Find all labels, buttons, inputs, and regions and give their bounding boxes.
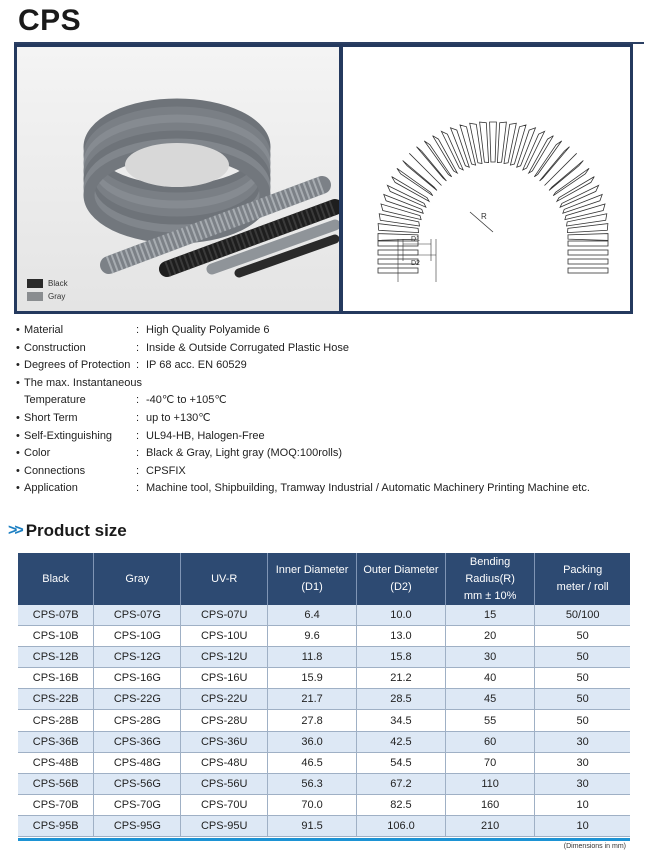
spec-key [16, 392, 136, 410]
header-cell [18, 553, 94, 605]
spec-key-text: The max. Instantaneous [24, 376, 143, 389]
spec-separator: : [136, 447, 140, 460]
table-cell: 20 [445, 626, 534, 647]
table-cell: CPS-48B [18, 752, 94, 773]
spec-row [16, 410, 646, 428]
table-cell: 50/100 [535, 605, 630, 626]
table-cell: 54.5 [357, 752, 446, 773]
bending-radius-diagram [343, 47, 630, 311]
table-cell: CPS-10G [94, 626, 181, 647]
table-cell: 21.2 [357, 668, 446, 689]
spec-list [16, 322, 646, 498]
legend-label: Gray [48, 292, 66, 301]
table-cell: 67.2 [357, 773, 446, 794]
spec-key [16, 375, 143, 393]
spec-value: up to +130℃ [146, 411, 211, 424]
legend-item-gray [27, 290, 68, 303]
table-cell: 82.5 [357, 794, 446, 815]
table-cell: CPS-16G [94, 668, 181, 689]
table-cell: CPS-95B [18, 815, 94, 836]
spec-separator: : [136, 394, 140, 407]
spec-row [16, 375, 646, 393]
table-cell: 56.3 [268, 773, 357, 794]
bullet: • [16, 324, 20, 336]
bullet: • [16, 376, 20, 389]
spec-row [16, 445, 646, 463]
table-cell: CPS-07G [94, 605, 181, 626]
product-size-table [18, 553, 630, 837]
table-cell: 6.4 [268, 605, 357, 626]
table-cell: 160 [445, 794, 534, 815]
table-cell: CPS-95U [181, 815, 268, 836]
spec-separator: : [136, 324, 140, 336]
radius-label: R [481, 212, 487, 221]
table-cell: CPS-70G [94, 794, 181, 815]
table-cell: 34.5 [357, 710, 446, 731]
bullet: • [16, 429, 20, 442]
table-cell: CPS-36G [94, 731, 181, 752]
table-cell: 50 [535, 689, 630, 710]
table-cell: CPS-16B [18, 668, 94, 689]
spec-key-text: Application [24, 482, 78, 495]
table-cell: CPS-22B [18, 689, 94, 710]
table-cell: 50 [535, 710, 630, 731]
table-row [18, 668, 630, 689]
table-cell: 30 [535, 752, 630, 773]
spec-separator: : [136, 411, 140, 424]
spec-key-text: Short Term [24, 411, 78, 424]
table-cell: 60 [445, 731, 534, 752]
spec-value: IP 68 acc. EN 60529 [146, 359, 247, 372]
table-cell: CPS-28G [94, 710, 181, 731]
header-line: Packing [563, 564, 603, 576]
spec-separator: : [136, 464, 140, 477]
bullet: • [16, 359, 20, 372]
spec-row [16, 357, 646, 375]
table-cell: 15 [445, 605, 534, 626]
spec-key-text: Connections [24, 464, 86, 477]
spec-key-text: Color [24, 447, 51, 460]
table-cell: CPS-10B [18, 626, 94, 647]
bullet: • [16, 482, 20, 495]
hose-rib [568, 234, 608, 241]
table-row [18, 794, 630, 815]
table-cell: CPS-36B [18, 731, 94, 752]
spec-separator: : [136, 429, 140, 442]
table-cell: 15.8 [357, 647, 446, 668]
spec-key [16, 340, 136, 358]
table-header-row [18, 553, 630, 605]
header-cell [268, 553, 357, 605]
bullet: • [16, 411, 20, 424]
section-heading [8, 521, 127, 541]
figure-frame [14, 44, 633, 314]
color-legend [27, 277, 68, 303]
table-cell: CPS-48G [94, 752, 181, 773]
table-cell: CPS-07B [18, 605, 94, 626]
spec-row [16, 392, 646, 410]
d2-label: D2 [411, 260, 420, 267]
table-cell: 42.5 [357, 731, 446, 752]
table-cell: CPS-12U [181, 647, 268, 668]
table-cell: CPS-36U [181, 731, 268, 752]
table-cell: 30 [535, 731, 630, 752]
spec-key [16, 357, 136, 375]
spec-separator: : [136, 341, 140, 354]
dimension-note: (Dimensions in mm) [563, 843, 626, 850]
spec-value: High Quality Polyamide 6 [146, 324, 270, 336]
table-cell: 10 [535, 794, 630, 815]
table-cell: 40 [445, 668, 534, 689]
table-cell: CPS-16U [181, 668, 268, 689]
spec-key [16, 410, 136, 428]
table-row [18, 815, 630, 836]
hose-rib [568, 268, 608, 273]
header-cell [535, 553, 630, 605]
spec-separator: : [136, 482, 140, 495]
header-line: meter / roll [556, 581, 609, 593]
header-line: (D2) [390, 581, 412, 593]
table-cell: 70 [445, 752, 534, 773]
spec-row [16, 480, 646, 498]
spec-row [16, 340, 646, 358]
table-cell: 28.5 [357, 689, 446, 710]
header-cell [94, 553, 181, 605]
product-photo [17, 47, 339, 311]
spec-row [16, 463, 646, 481]
header-cell [357, 553, 446, 605]
table-cell: 110 [445, 773, 534, 794]
bullet: • [16, 341, 20, 354]
hose-rib [490, 122, 497, 162]
table-row [18, 647, 630, 668]
table-cell: 91.5 [268, 815, 357, 836]
table-body [18, 605, 630, 837]
header-line: Inner Diameter [275, 564, 349, 576]
table-cell: 50 [535, 626, 630, 647]
table-row [18, 710, 630, 731]
table-bottom-rule [18, 838, 630, 841]
header-cell [181, 553, 268, 605]
legend-item-black [27, 277, 68, 290]
bullet: • [16, 447, 20, 460]
table-cell: CPS-95G [94, 815, 181, 836]
table-cell: 13.0 [357, 626, 446, 647]
table-cell: CPS-70U [181, 794, 268, 815]
table-row [18, 605, 630, 626]
hose-coil-illustration [17, 47, 339, 311]
table-cell: CPS-10U [181, 626, 268, 647]
table-cell: 210 [445, 815, 534, 836]
spec-key [16, 463, 136, 481]
header-line: mm ± 10% [463, 589, 517, 602]
page-title: CPS [18, 4, 82, 37]
spec-row [16, 428, 646, 446]
table-cell: 50 [535, 668, 630, 689]
spec-row [16, 322, 646, 340]
table-cell: CPS-22U [181, 689, 268, 710]
table-row [18, 626, 630, 647]
spec-value: -40℃ to +105℃ [146, 394, 227, 407]
table-cell: 15.9 [268, 668, 357, 689]
spec-value: CPSFIX [146, 464, 186, 477]
header-line: Bending Radius(R) [465, 555, 515, 585]
section-title: Product size [25, 521, 127, 540]
table-cell: CPS-70B [18, 794, 94, 815]
table-cell: 50 [535, 647, 630, 668]
table-cell: 9.6 [268, 626, 357, 647]
double-chevron-icon: >> [8, 522, 21, 539]
spec-key-text: Construction [24, 341, 86, 354]
spec-separator [136, 375, 146, 393]
spec-key [16, 480, 136, 498]
table-cell: 106.0 [357, 815, 446, 836]
header-line: (D1) [301, 581, 323, 593]
table-cell: 45 [445, 689, 534, 710]
spec-value: UL94-HB, Halogen-Free [146, 429, 265, 442]
table-row [18, 773, 630, 794]
table-cell: 46.5 [268, 752, 357, 773]
table-cell: 55 [445, 710, 534, 731]
spec-key-text: Degrees of Protection [24, 359, 131, 372]
spec-key-text: Material [24, 324, 64, 336]
table-cell: CPS-56G [94, 773, 181, 794]
legend-label: Black [48, 279, 68, 288]
table-cell: 21.7 [268, 689, 357, 710]
table-cell: 10 [535, 815, 630, 836]
technical-drawing [343, 47, 630, 311]
table-cell: 11.8 [268, 647, 357, 668]
spec-separator: : [136, 359, 140, 372]
header-line: Black [42, 572, 70, 585]
spec-key-text: Temperature [24, 394, 86, 407]
spec-value: Inside & Outside Corrugated Plastic Hose [146, 341, 349, 354]
table-cell: CPS-28U [181, 710, 268, 731]
hose-rib [568, 250, 608, 255]
table-cell: CPS-56B [18, 773, 94, 794]
table-cell: CPS-22G [94, 689, 181, 710]
hose-rib [568, 241, 608, 246]
spec-key [16, 445, 136, 463]
header-line: Gray [125, 572, 150, 585]
hose-ribs [378, 122, 608, 273]
table-cell: CPS-56U [181, 773, 268, 794]
table-cell: 10.0 [357, 605, 446, 626]
hose-rib [568, 259, 608, 264]
table-row [18, 752, 630, 773]
table-cell: 30 [445, 647, 534, 668]
spec-value: Machine tool, Shipbuilding, Tramway Industrial / Automatic Machinery Printing Machine etc. [146, 482, 590, 495]
spec-key [16, 322, 136, 340]
header-line: Outer Diameter [363, 564, 439, 576]
table-cell: CPS-12B [18, 647, 94, 668]
table-cell: CPS-07U [181, 605, 268, 626]
bullet: • [16, 464, 20, 477]
table-row [18, 731, 630, 752]
table-cell: 70.0 [268, 794, 357, 815]
gray-swatch [27, 292, 43, 301]
header-line: UV-R [211, 572, 238, 585]
table-cell: 36.0 [268, 731, 357, 752]
table-row [18, 689, 630, 710]
table-cell: 27.8 [268, 710, 357, 731]
spec-value: Black & Gray, Light gray (MOQ:100rolls) [146, 447, 343, 460]
header-cell [445, 553, 534, 605]
table-cell: CPS-12G [94, 647, 181, 668]
table-cell: CPS-48U [181, 752, 268, 773]
spec-key-text: Self-Extinguishing [24, 429, 113, 442]
black-swatch [27, 279, 43, 288]
table-cell: CPS-28B [18, 710, 94, 731]
d1-label: D1 [411, 236, 420, 243]
table-cell: 30 [535, 773, 630, 794]
spec-key [16, 428, 136, 446]
